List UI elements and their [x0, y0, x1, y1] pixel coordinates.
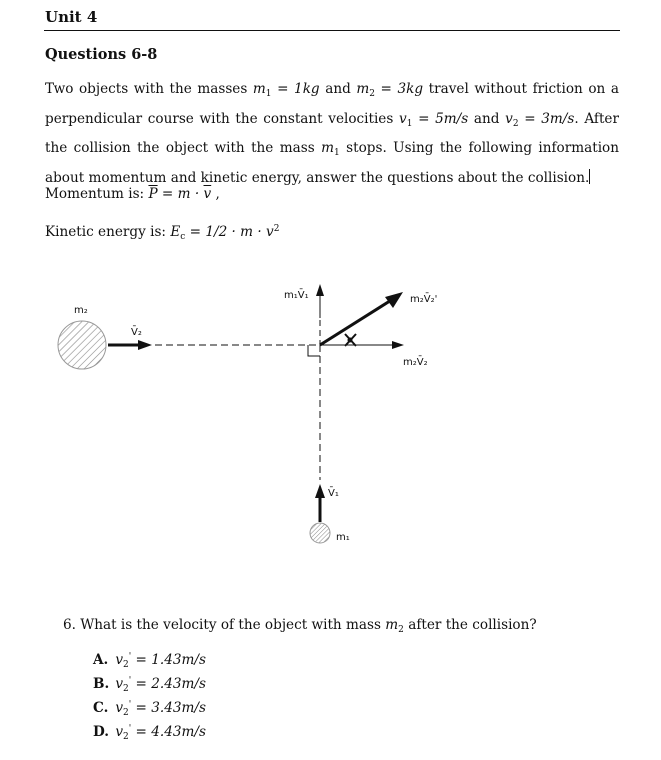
m2v2-arrowhead: [392, 341, 404, 349]
mass-m2-ball: [58, 321, 106, 369]
label-m2v2: m₂V̄₂: [403, 357, 428, 368]
v2-arrowhead: [138, 340, 152, 350]
mass-m1-ball: [310, 523, 330, 543]
label-m1v1: m₁V̄₁: [284, 290, 309, 301]
crossed-mark-icon: [345, 334, 356, 346]
option-a[interactable]: A. $v_2' = 1.43m/s$: [93, 652, 206, 670]
label-v2: V̄₂: [131, 327, 142, 338]
m2v2-prime-arrowhead: [385, 292, 403, 308]
kinetic-energy-formula: Kinetic energy is: $E_c = 1/2 \cdot m \cdot v^2$: [45, 224, 280, 242]
label-m1: m₁: [336, 532, 350, 543]
label-v1: V̄₁: [328, 488, 339, 499]
option-c[interactable]: C. $v_2' = 3.43m/s$: [93, 700, 206, 718]
m1v1-arrowhead: [316, 284, 324, 296]
label-m2v2-prime: m₂V̄₂': [410, 294, 438, 305]
v1-arrowhead: [315, 484, 325, 498]
momentum-formula: Momentum is: $\overline{P} = m \cdot \overline{v}$ ,: [45, 186, 220, 202]
option-b[interactable]: B. $v_2' = 2.43m/s$: [93, 676, 206, 694]
label-m2: m₂: [74, 305, 88, 316]
answer-options: [93, 652, 206, 748]
question-6: 6. What is the velocity of the object with mass $m_2$ after the collision?: [63, 617, 537, 635]
unit-title: Unit 4: [45, 8, 98, 26]
right-angle-marker: [308, 345, 320, 356]
m2v2-prime-arrow: [320, 299, 393, 345]
option-d[interactable]: D. $v_2' = 4.43m/s$: [93, 724, 206, 742]
problem-statement: Two objects with the masses $m_1 = 1kg$ and $m_2 = 3kg$ travel without friction on a perpendicular course with the constant velocities $v_1 = 5m/s$ and $v_2 = 3m/s$. After the collision the object with the mass $m_1$ stops. Using the following information about momentum and kinetic energy, answer the questions about the collision.: [45, 81, 619, 186]
questions-heading: Questions 6-8: [45, 46, 158, 63]
